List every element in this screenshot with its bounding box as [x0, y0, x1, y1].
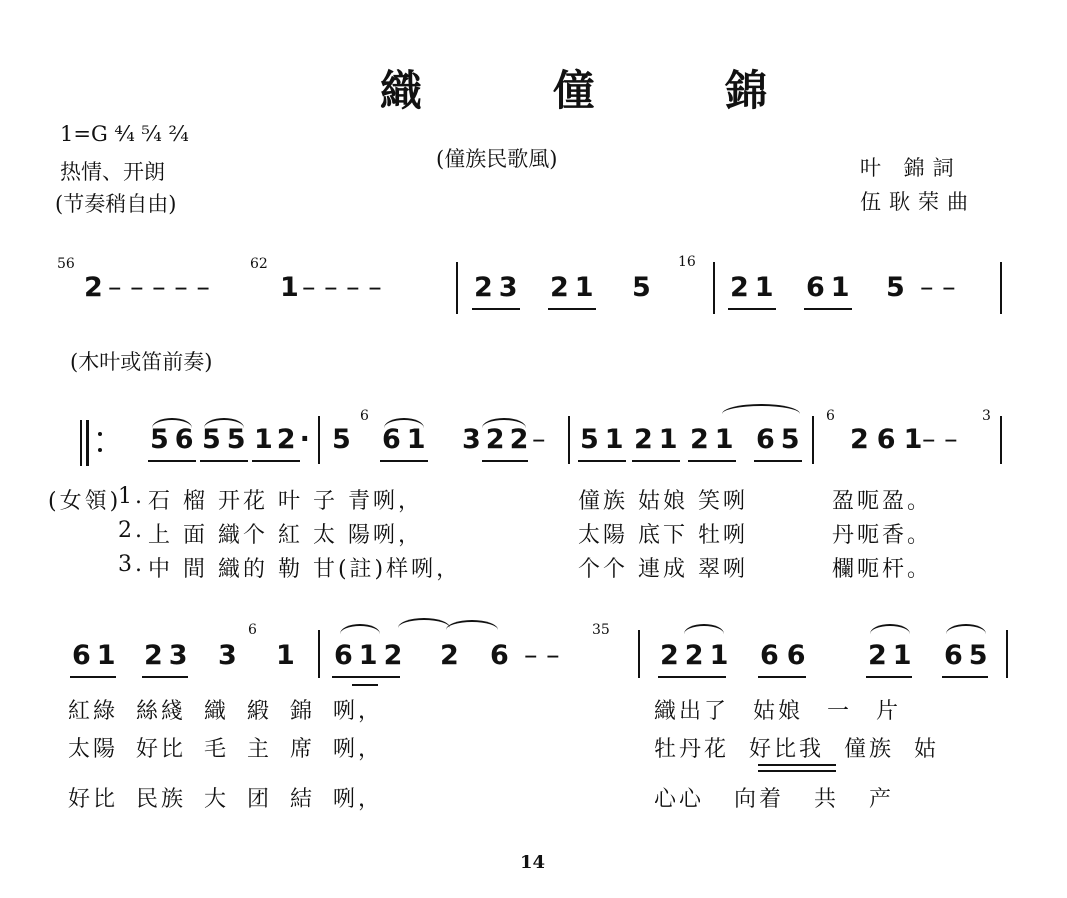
beam	[200, 460, 248, 462]
slur	[722, 404, 800, 414]
bar-line	[1000, 262, 1002, 314]
slur	[446, 620, 498, 630]
verse-number: 1.	[118, 484, 145, 509]
lyric-line: 紅綠 絲綫 織 緞 錦 咧，	[68, 699, 383, 724]
hold-dashes: – –	[920, 272, 956, 303]
bar-line	[713, 262, 715, 314]
note: 5	[632, 272, 651, 303]
note-group: 65	[756, 424, 806, 455]
lyric-line: 丹呃香。	[832, 523, 933, 548]
beam	[578, 460, 626, 462]
beam	[352, 684, 378, 686]
lyric-line: 太陽 底下 牡咧	[578, 523, 748, 548]
repeat-dot	[98, 448, 102, 452]
voice-label: (女領)	[48, 489, 122, 514]
note: 2	[84, 272, 103, 303]
note: 3	[218, 640, 237, 671]
beam	[548, 308, 596, 310]
beam	[688, 460, 736, 462]
lyric-line: 欄呃杆。	[832, 557, 933, 582]
note-group: 221	[660, 640, 735, 671]
slur	[684, 624, 724, 634]
lyric-line: 好比 民族 大 团 結 咧，	[68, 787, 383, 812]
hold-dashes: – – – – –	[108, 272, 210, 303]
note: 1	[280, 272, 299, 303]
beam	[804, 308, 852, 310]
bar-line	[456, 262, 458, 314]
genre-subtitle: (僮族民歌風)	[436, 147, 558, 171]
lyric-line: 僮族 姑娘 笑咧	[578, 489, 748, 514]
key-time-signature: 1=G ⁴⁄₄ ⁵⁄₄ ²⁄₄	[60, 122, 189, 146]
grace-note: 16	[678, 254, 696, 270]
note-group: 21	[550, 272, 600, 303]
lyricist-credit: 叶 錦詞	[860, 156, 962, 180]
note-group: 61	[806, 272, 856, 303]
beam	[658, 676, 726, 678]
tempo-marking: (节奏稍自由)	[55, 192, 177, 216]
beam	[728, 308, 776, 310]
bar-line	[318, 630, 320, 678]
beam	[252, 460, 300, 462]
lyric-line: 个个 連成 翠咧	[578, 557, 748, 582]
intro-label: (木叶或笛前奏)	[70, 350, 213, 374]
page-number: 14	[520, 852, 546, 873]
bar-line	[568, 416, 570, 464]
note-group: 61	[72, 640, 122, 671]
composer-credit: 伍耿荣曲	[860, 190, 976, 214]
bar-line	[638, 630, 640, 678]
beam	[142, 676, 188, 678]
slur	[870, 624, 910, 634]
hold-dashes: – –	[524, 640, 560, 671]
grace-note: 6	[826, 408, 835, 424]
slur	[204, 418, 244, 428]
slur	[946, 624, 986, 634]
grace-note: 3	[982, 408, 991, 424]
note: 5	[332, 424, 351, 455]
bar-line	[1006, 630, 1008, 678]
slur	[340, 624, 380, 634]
note: 2	[440, 640, 459, 671]
beam	[632, 460, 680, 462]
beam	[472, 308, 520, 310]
lyric-line: 牡丹花 好比我 僮族 姑	[654, 737, 939, 762]
note-group: 23	[474, 272, 524, 303]
grace-note: 35	[592, 622, 610, 638]
note-group: 21	[868, 640, 918, 671]
lyric-line: 上 面 織个 紅 太 陽咧，	[148, 523, 423, 548]
slur	[384, 418, 424, 428]
note-group: 322	[462, 424, 534, 455]
note-group: 21	[634, 424, 684, 455]
slur	[398, 618, 450, 628]
beam	[942, 676, 988, 678]
verse-number: 3.	[118, 552, 145, 577]
note-group: 261	[850, 424, 931, 455]
beam	[482, 460, 528, 462]
lyric-line: 太陽 好比 毛 主 席 咧，	[68, 737, 383, 762]
note-group: 56	[150, 424, 200, 455]
beam	[754, 460, 802, 462]
lyric-line: 中 間 織的 勒 甘(註)样咧，	[148, 557, 462, 582]
beam	[332, 676, 400, 678]
repeat-bar-line	[86, 420, 89, 466]
beam	[758, 676, 806, 678]
note-group: 21	[690, 424, 740, 455]
note: 1	[276, 640, 295, 671]
mood-marking: 热情、开朗	[60, 160, 165, 184]
note-group: 61	[382, 424, 432, 455]
beam	[866, 676, 912, 678]
beam	[70, 676, 116, 678]
lyric-line: 石 榴 开花 叶 子 青咧，	[148, 489, 423, 514]
note-group: 12·	[254, 424, 314, 455]
note: 5	[886, 272, 905, 303]
verse-number: 2.	[118, 518, 145, 543]
bar-line	[812, 416, 814, 464]
note-group: 66	[760, 640, 814, 671]
underline-mark	[758, 770, 836, 772]
lyric-line: 心心 向着 共 产	[654, 787, 894, 812]
grace-note: 6	[248, 622, 257, 638]
note: 6	[490, 640, 509, 671]
note-group: 23	[144, 640, 194, 671]
grace-note: 56	[57, 256, 75, 272]
note-group: 65	[944, 640, 994, 671]
slur	[482, 418, 526, 428]
lyric-line: 織出了 姑娘 一 片	[654, 699, 901, 724]
hold-dashes: – –	[922, 424, 958, 455]
bar-line	[1000, 416, 1002, 464]
slur	[152, 418, 192, 428]
hold-dashes: – – – –	[302, 272, 382, 303]
note-group: 55	[202, 424, 252, 455]
note-group: 51	[580, 424, 630, 455]
page-title: 織 僮 錦	[380, 66, 826, 115]
note-group: 612	[334, 640, 409, 671]
repeat-dot	[98, 432, 102, 436]
bar-line	[318, 416, 320, 464]
beam	[148, 460, 196, 462]
grace-note: 62	[250, 256, 268, 272]
hold-dash: –	[532, 424, 546, 455]
grace-note: 6	[360, 408, 369, 424]
repeat-bar-line	[80, 420, 82, 466]
underline-mark	[758, 764, 836, 766]
lyric-line: 盈呃盈。	[832, 489, 933, 514]
beam	[380, 460, 428, 462]
note-group: 21	[730, 272, 780, 303]
